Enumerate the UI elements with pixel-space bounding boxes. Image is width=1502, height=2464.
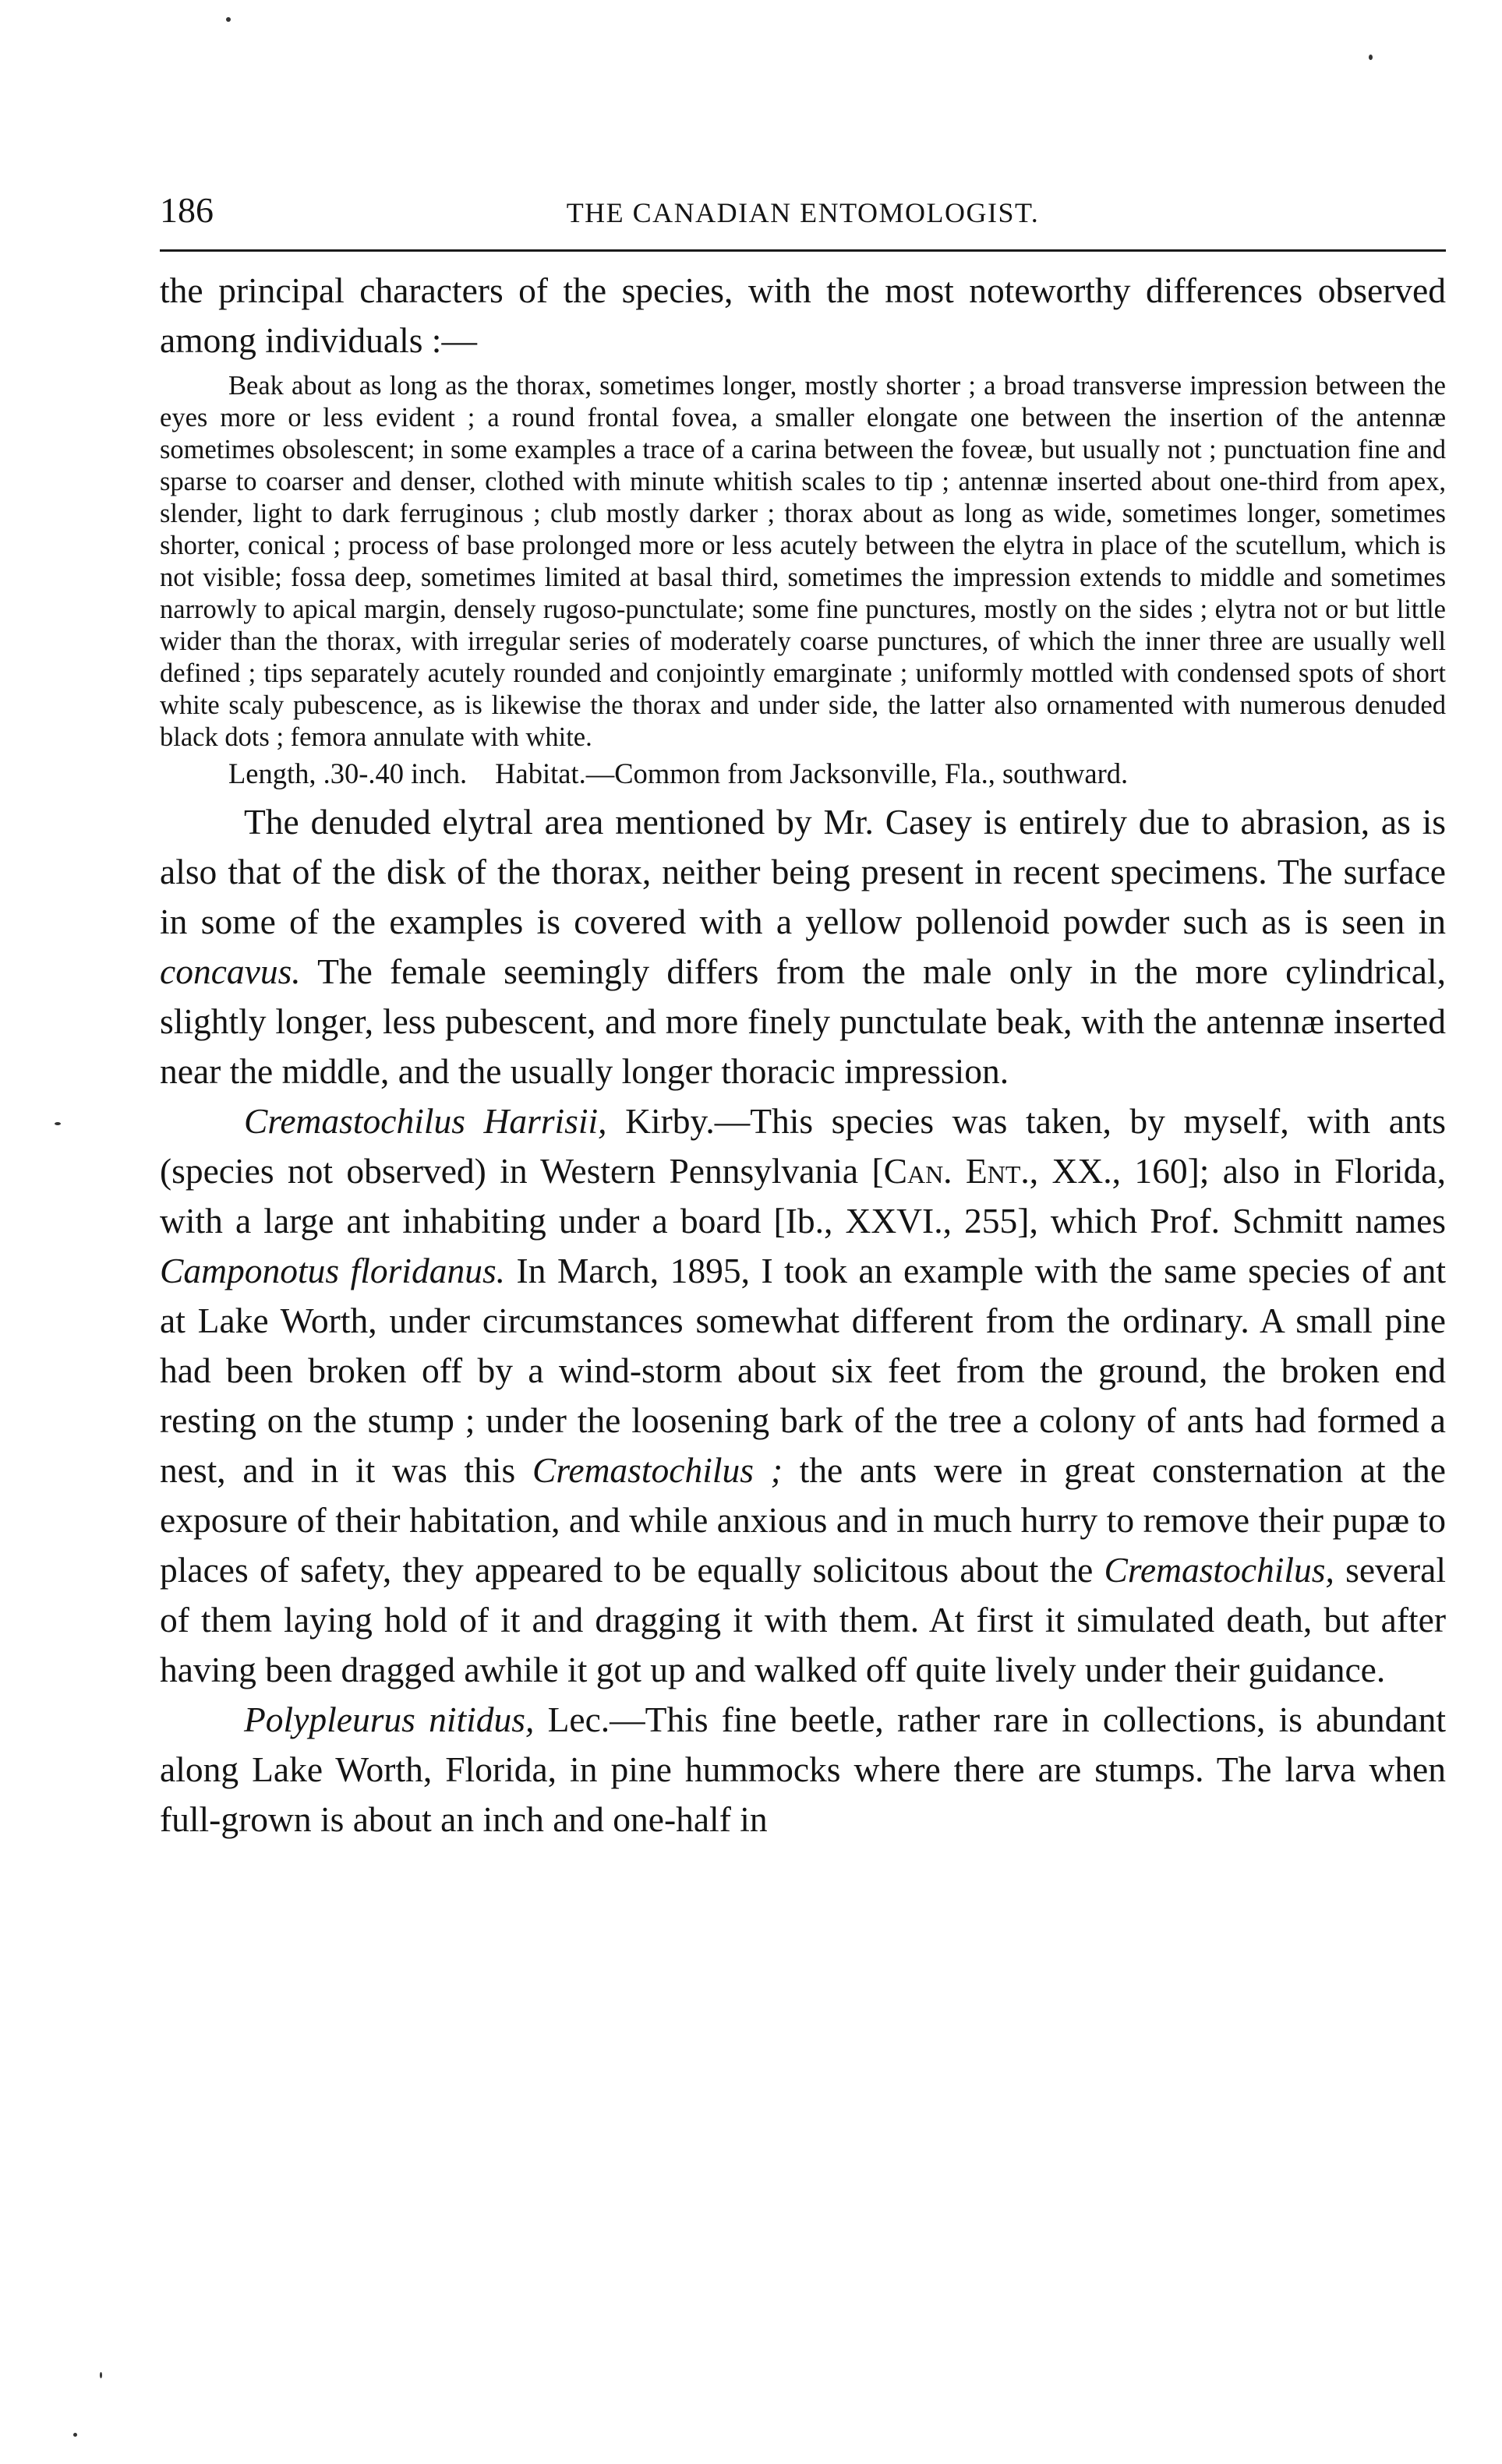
scan-speck bbox=[1369, 55, 1373, 60]
length-text: Length, .30-.40 inch. bbox=[228, 757, 468, 789]
genus-name-cremastochilus: Cremastochilus, bbox=[1104, 1550, 1334, 1590]
scan-speck bbox=[73, 2433, 77, 2437]
abrasion-paragraph bbox=[160, 797, 1446, 1096]
journal-title: THE CANADIAN ENTOMOLOGIST. bbox=[566, 197, 1040, 228]
book-page bbox=[160, 187, 1446, 1844]
species-name-polypleurus: Polypleurus nitidus, bbox=[244, 1700, 535, 1739]
intro-paragraph: the principal characters of the species, with the most noteworthy differences observed among individuals :— bbox=[160, 270, 1446, 360]
cremastochilus-paragraph bbox=[160, 1096, 1446, 1695]
species-description: Beak about as long as the thorax, sometimes longer, mostly shorter ; a broad transverse impression between the eyes more or less evident ; a round frontal fovea, a smaller elongate one between the insertion of the antennæ sometimes obsolescent; in some examples a trace of a carina between the foveæ, but usually not ; punctuation fine and sparse to coarser and denser, clothed with minute whitish scales to tip ; antennæ inserted about one-third from apex, slender, light to dark ferruginous ; club mostly darker ; thorax about as long as wide, sometimes longer, sometimes shorter, conical ; process of base prolonged more or less acutely between the elytra in place of the scutellum, which is not visible; fossa deep, sometimes limited at basal third, sometimes the impression extends to middle and sometimes narrowly to apical margin, densely rugoso-punctulate; some fine punctures, mostly on the sides ; elytra not or but little wider than the thorax, with irregular series of moderately coarse punctures, of which the inner three are usually well defined ; tips separately acutely rounded and conjointly emarginate ; uniformly mottled with condensed spots of short white scaly pubescence, as is likewise the thorax and under side, the latter also ornamented with numerous denuded black dots ; femora annulate with white. bbox=[160, 371, 1446, 752]
scan-speck bbox=[100, 2372, 102, 2378]
abrasion-text-2: The female seemingly differs from the male only in the more cylindrical, slightly longer, less pubescent, and more finely punctulate beak, with the antennæ inserted near the middle, and the usually longer thoracic impression. bbox=[160, 951, 1446, 1091]
abrasion-text-1: The denuded elytral area mentioned by Mr. Casey is entirely due to abrasion, as is also that of the disk of the thorax, neither being present in recent specimens. The surface in some of the examples is covered with a yellow pollenoid powder such as is seen in bbox=[160, 802, 1446, 941]
running-head bbox=[160, 187, 1446, 242]
cremastochilus-text-3: In March, 1895, I took an example with the same species of ant at Lake Worth, under circumstances somewhat different from the ordinary. A small pine had been broken off by a wind-storm about six feet from the ground, the broken end resting on the stump ; under the loosening bark of the tree a colony of ants had formed a nest, and in it was this bbox=[160, 1251, 1446, 1490]
cremastochilus-text-2: , XX., 160]; also in Florida, with a large ant inhabiting under a board [Ib., XXVI., 255], which Prof. Schmitt names bbox=[160, 1151, 1446, 1241]
measurements-line bbox=[160, 757, 1446, 791]
scan-speck bbox=[226, 17, 231, 22]
cremastochilus-text-4: the ants were in great consternation at the exposure of their habitation, and while anxious and in much hurry to remove their pupæ to places of safety, they appeared to be equally solicitous about the bbox=[160, 1450, 1446, 1590]
journal-reference: Can. Ent. bbox=[883, 1151, 1030, 1191]
header-rule bbox=[160, 249, 1446, 252]
page-number: 186 bbox=[160, 190, 214, 230]
habitat-text: Habitat.—Common from Jacksonville, Fla., southward. bbox=[495, 757, 1129, 789]
species-name-concavus: concavus. bbox=[160, 951, 301, 991]
scan-speck bbox=[55, 1122, 61, 1125]
species-name-cremastochilus-harrisii: Cremastochilus Harrisii, bbox=[244, 1101, 607, 1141]
polypleurus-paragraph bbox=[160, 1695, 1446, 1844]
cremastochilus-text-1: Kirby.—This species was taken, by myself, with ants (species not observed) in Western Pennsylvania [ bbox=[160, 1101, 1447, 1191]
genus-name-cremastochilus: Cremastochilus ; bbox=[532, 1450, 783, 1490]
polypleurus-text: Lec.—This fine beetle, rather rare in collections, is abundant along Lake Worth, Florida, in pine hummocks where there are stumps. The larva when full-grown is about an inch and one-half in bbox=[160, 1700, 1446, 1839]
cremastochilus-text-5: several of them laying hold of it and dragging it with them. At first it simulated death, but after having been dragged awhile it got up and walked off quite lively under their guidance. bbox=[160, 1550, 1446, 1689]
species-name-camponotus: Camponotus floridanus. bbox=[160, 1251, 506, 1290]
